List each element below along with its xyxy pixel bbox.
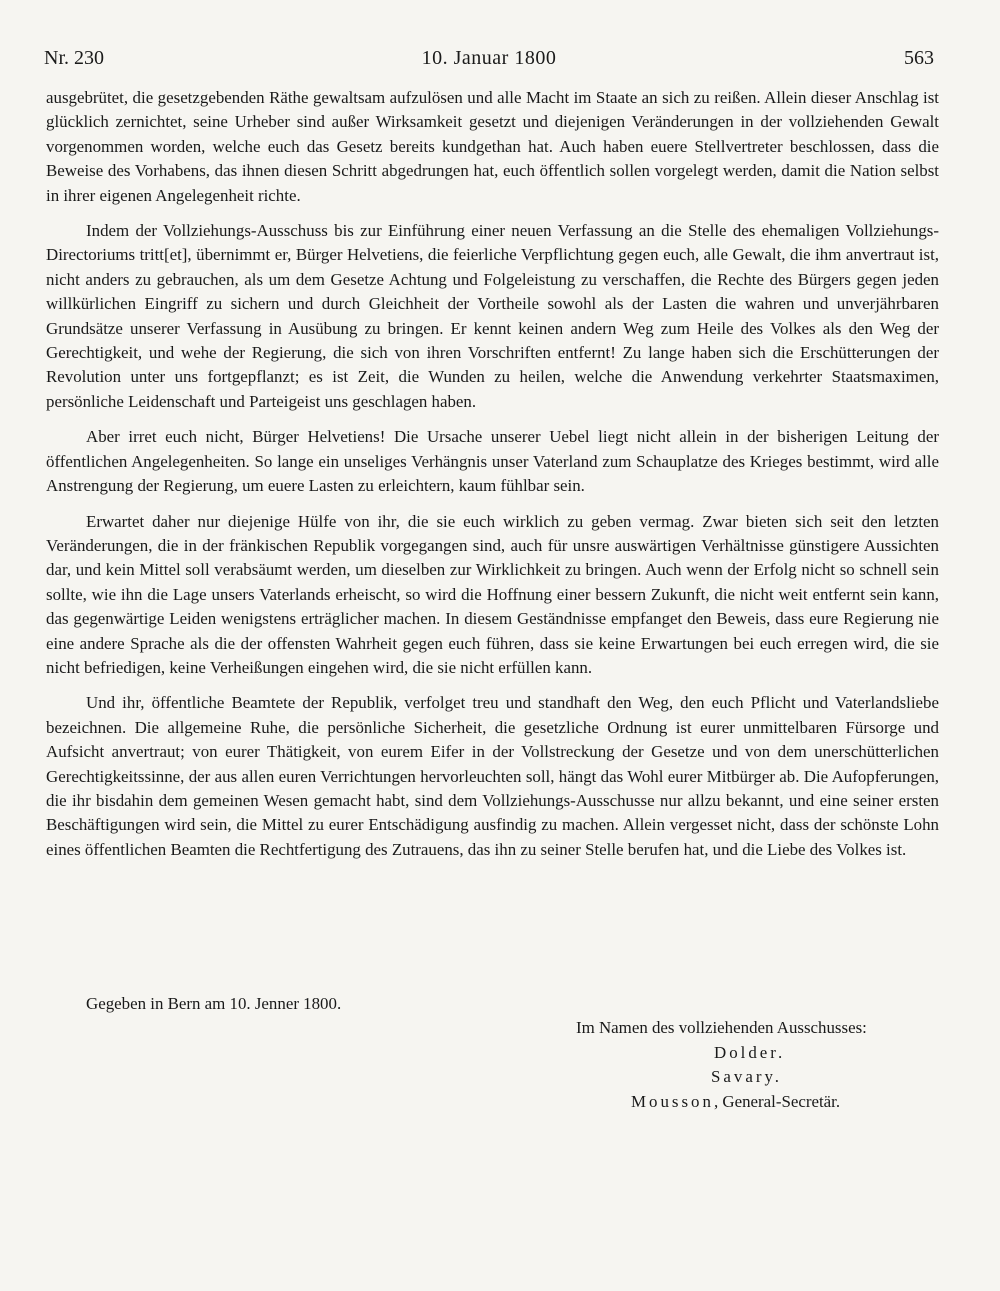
on-behalf-line: [46, 1016, 939, 1040]
signer-savary-line: [46, 1065, 939, 1089]
document-date: 10. Januar 1800: [421, 47, 557, 69]
running-header: [44, 44, 934, 72]
signer-dolder-line: [46, 1041, 939, 1065]
signature-block: [46, 992, 939, 1114]
paragraph-5: Und ihr, öffentliche Beamtete der Republik, verfolget treu und standhaft den Weg, den euch Pflicht und Vaterlandsliebe bezeichnen. Die allgemeine Ruhe, die persönliche Sicherheit, die gesetzliche Ordnung ist eurer unmittelbaren Fürsorge und Aufsicht anvertraut; von eurer Thätigkeit, von eurem Eifer in der Vollstreckung der Gesetze und von dem unerschütterlichen Gerechtigkeitssinne, der aus allen euren Verrichtungen hervorleuchten soll, hängt das Wohl eurer Mitbürger ab. Die Aufopferungen, die ihr bisdahin dem gemeinen Wesen gemacht habt, sind dem Vollziehungs-Ausschusse nur allzu bekannt, und eine seiner ersten Beschäftigungen wird sein, die Mittel zu eurer Entschädigung ausfindig zu machen. Allein vergesset nicht, dass der schönste Lohn eines öffentlichen Beamten die Rechtfertigung des Zutrauens, das ihn zu seiner Stelle berufen hat, und die Liebe des Volkes ist.: [46, 693, 939, 859]
body-text: [46, 86, 939, 873]
page-number: 563: [904, 47, 934, 69]
signer-mousson-name: Mousson: [631, 1091, 714, 1111]
dateline: Gegeben in Bern am 10. Jenner 1800.: [86, 994, 342, 1013]
paragraph-3: Aber irret euch nicht, Bürger Helvetiens! Die Ursache unserer Uebel liegt nicht allein in der bisherigen Leitung der öffentlichen Angelegenheiten. So lange ein unseliges Verhängnis unser Vaterland zum Schauplatze des Krieges bestimmt, wird alle Anstrengung der Regierung, um euere Lasten zu erleichtern, kaum fühlbar sein.: [46, 427, 939, 496]
signer-mousson-line: [46, 1090, 939, 1114]
paragraph-4: Erwartet daher nur diejenige Hülfe von ihr, die sie euch wirklich zu geben vermag. Zwar bieten sich seit den letzten Veränderungen, die in der fränkischen Republik vorgegangen sind, auch für unsre auswärtigen Verhältnisse günstigere Aussichten dar, und kein Mittel soll verabsäumt werden, um dieselben zur Wirklichkeit zu bringen. Auch wenn der Erfolg nicht so schnell sein sollte, wie ihn die Lage unsers Vaterlands erheischt, so wird die Hoffnung einer bessern Zukunft, die nicht weit entfernt sein kann, das gegenwärtige Leiden wenigstens erträglicher machen. In diesem Geständnisse empfanget den Beweis, dass eure Regierung nie eine andere Sprache als die der offensten Wahrheit gegen euch führen, dass sie keine Erwartungen bei euch erregen wird, die sie nicht befriedigen, keine Verheißungen eingehen wird, die sie nicht erfüllen kann.: [46, 511, 939, 677]
signer-mousson-title: , General-Secretär.: [713, 1091, 841, 1111]
on-behalf-text: Im Namen des vollziehenden Ausschusses:: [576, 1018, 867, 1038]
signer-savary: Savary.: [711, 1067, 783, 1087]
signer-dolder: Dolder.: [714, 1042, 786, 1062]
paragraph-2: Indem der Vollziehungs-Ausschuss bis zur Einführung einer neuen Verfassung an die Stelle des ehemaligen Vollziehungs-Directoriums tritt[et], übernimmt er, Bürger Helvetiens, die feierliche Verpflichtung gegen euch, alle Gewalt, die ihm anvertraut ist, nicht anders zu gebrauchen, als um dem Gesetze Achtung und Folgeleistung zu verschaffen, die Rechte des Bürgers gegen jeden willkürlichen Eingriff zu sichern und durch Gleichheit der Vortheile sowohl als der Lasten die wahren und unverjährbaren Grundsätze unserer Verfassung in Ausübung zu bringen. Er kennt keinen andern Weg zum Heile des Volkes als den Weg der Gerechtigkeit, und wehe der Regierung, die sich von ihren Vorschriften entfernt! Zu lange haben sich die Erschütterungen der Revolution unter uns fortgepflanzt; es ist Zeit, die Wunden zu heilen, welche die Anwendung verkehrter Staatsmaximen, persönliche Leidenschaft und Parteigeist uns geschlagen haben.: [46, 221, 939, 411]
paragraph-1: ausgebrütet, die gesetzgebenden Räthe gewaltsam aufzulösen und alle Macht im Staate an sich zu reißen. Allein dieser Anschlag ist glücklich zernichtet, seine Urheber sind außer Wirksamkeit gesetzt und diejenigen Veränderungen in der vollziehenden Gewalt vorgenommen worden, welche euch das Gesetz bereits kundgethan hat. Auch haben euere Stellvertreter beschlossen, dass die Beweise des Vorhabens, das ihnen diesen Schritt abgedrungen hat, euch öffentlich sollen vorgelegt werden, damit die Nation selbst in ihrer eigenen Angelegenheit richte.: [46, 88, 939, 205]
document-number: Nr. 230: [44, 47, 104, 69]
signer-mousson: [631, 1090, 840, 1114]
